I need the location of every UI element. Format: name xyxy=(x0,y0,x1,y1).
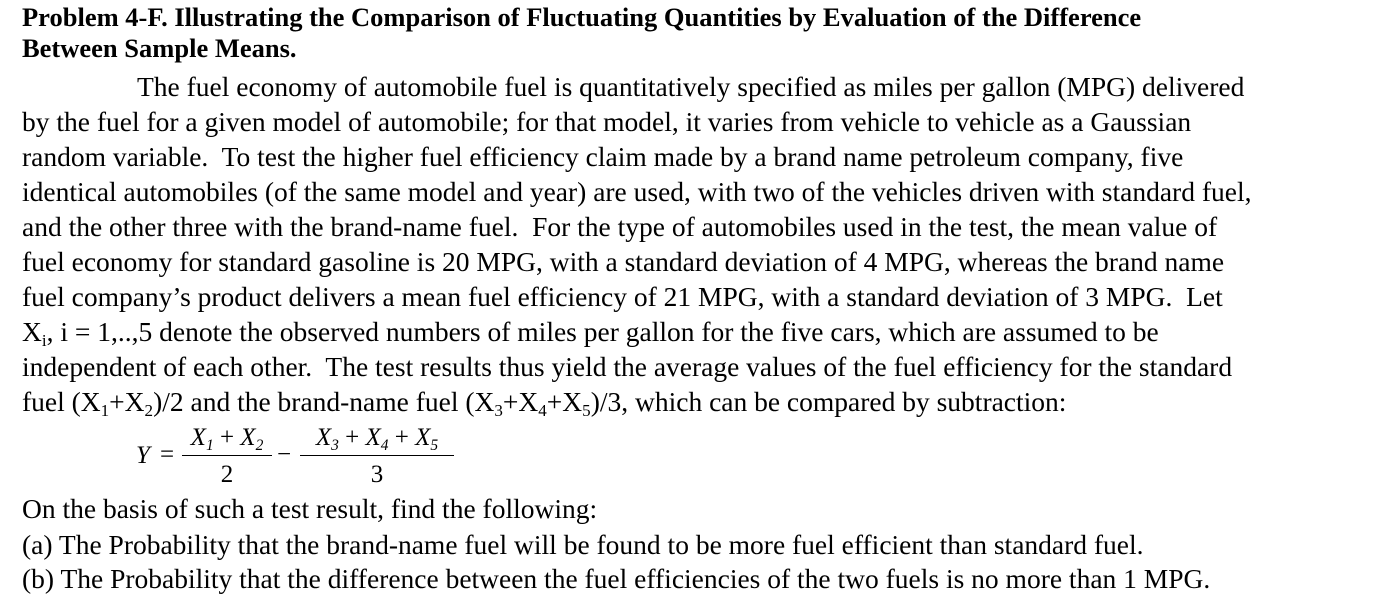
paragraph-line-10 xyxy=(22,385,1066,419)
text-run: fuel (X xyxy=(22,386,101,417)
subscript: 2 xyxy=(144,401,154,421)
operator: + xyxy=(394,424,409,451)
difference-equation xyxy=(136,424,466,494)
equals-sign: = xyxy=(160,441,175,468)
subscript: 4 xyxy=(380,436,389,454)
text-run: )/2 and the brand-name fuel (X xyxy=(153,386,495,417)
subscript: 5 xyxy=(582,401,591,421)
question-a: (a) The Probability that the brand-name fuel will be found to be more fuel efficient than standard fuel. xyxy=(22,529,1144,560)
paragraph-line-4: identical automobiles (of the same model and year) are used, with two of the vehicles driven with standard fuel, xyxy=(22,176,1252,207)
minus-sign: − xyxy=(277,441,292,468)
title-line-1: Problem 4-F. Illustrating the Comparison of Fluctuating Quantities by Evaluation of the Difference xyxy=(22,2,1142,32)
variable: X xyxy=(315,424,332,451)
subscript: 2 xyxy=(255,436,264,454)
text-run: , i = 1,..,5 denote the observed numbers of miles per gallon for the five cars, which are assumed to be xyxy=(46,316,1159,347)
paragraph-line-7: fuel company’s product delivers a mean fuel efficiency of 21 MPG, with a standard deviation of 3 MPG. Let xyxy=(22,281,1223,312)
text-run: +X xyxy=(546,386,583,417)
subscript: 1 xyxy=(205,436,214,454)
subscript: 3 xyxy=(331,436,339,454)
fraction-bar xyxy=(182,455,272,456)
text-run: X xyxy=(22,316,42,347)
variable: X xyxy=(365,424,381,451)
text-run: +X xyxy=(502,386,539,417)
fraction-denominator: 3 xyxy=(370,461,384,488)
variable: X xyxy=(240,424,256,451)
paragraph-line-3: random variable. To test the higher fuel efficiency claim made by a brand name petroleum company, five xyxy=(22,141,1184,172)
subscript: 3 xyxy=(494,401,503,421)
subscript: 4 xyxy=(538,401,547,421)
subscript: 5 xyxy=(430,436,439,454)
paragraph-line-2: by the fuel for a given model of automobile; for that model, it varies from vehicle to vehicle as a Gaussian xyxy=(22,106,1192,137)
variable: X xyxy=(415,424,431,451)
paragraph-line-5: and the other three with the brand-name fuel. For the type of automobiles used in the test, the mean value of xyxy=(22,211,1218,242)
fraction-brand-fuel xyxy=(300,424,454,490)
questions-intro: On the basis of such a test result, find the following: xyxy=(22,493,598,524)
subscript: 1 xyxy=(100,401,110,421)
fraction-denominator: 2 xyxy=(220,461,234,488)
problem-title xyxy=(22,2,1382,64)
text-run: +X xyxy=(109,386,145,417)
paragraph-line-9: independent of each other. The test results thus yield the average values of the fuel efficiency for the standard xyxy=(22,351,1233,382)
paragraph-line-1: The fuel economy of automobile fuel is quantitatively specified as miles per gallon (MPG) delivered xyxy=(137,71,1245,102)
paragraph-line-6: fuel economy for standard gasoline is 20 MPG, with a standard deviation of 4 MPG, whereas the brand name xyxy=(22,246,1225,277)
fraction-standard-fuel xyxy=(182,424,272,490)
operator: + xyxy=(219,424,235,451)
operator: + xyxy=(345,424,360,451)
equation-lhs: Y xyxy=(136,442,150,469)
fraction-numerator xyxy=(182,424,272,452)
title-line-2: Between Sample Means. xyxy=(22,33,297,63)
text-run: )/3, which can be compared by subtraction: xyxy=(590,386,1067,417)
paragraph-line-8 xyxy=(22,315,1159,349)
variable: X xyxy=(190,424,206,451)
fraction-numerator xyxy=(300,424,454,452)
fraction-bar xyxy=(300,455,454,456)
question-b: (b) The Probability that the difference between the fuel efficiencies of the two fuels is no more than 1 MPG. xyxy=(22,563,1211,594)
subscript: i xyxy=(41,331,47,351)
